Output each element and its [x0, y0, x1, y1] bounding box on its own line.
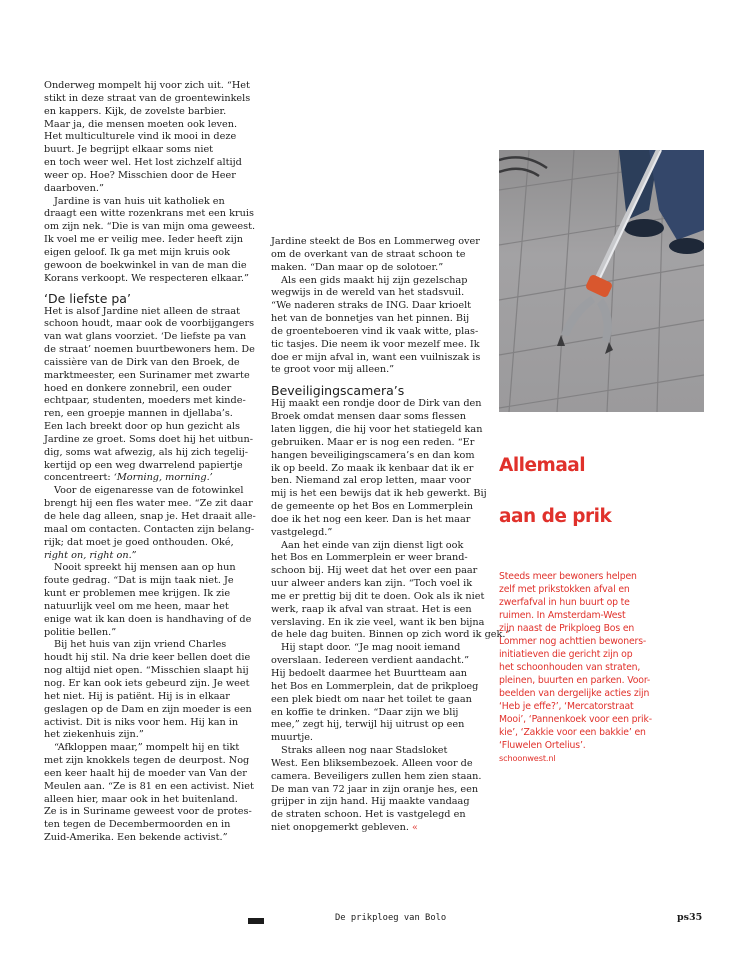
text-line: mee,” zegt hij, terwijl hij uitrust op een	[271, 719, 465, 731]
paragraph-straks	[271, 745, 493, 835]
text-line: zijn naast de Prikploeg Bos en	[499, 623, 635, 634]
text-line: schoon houdt, maar ook de voorbijgangers	[44, 318, 255, 330]
text-line: te groot voor mij alleen.”	[271, 364, 395, 376]
text-line: Steeds meer bewoners helpen	[499, 571, 637, 582]
text-line: Zuid-Amerika. Een bekende activist.”	[44, 832, 228, 844]
article-column-1	[44, 80, 266, 845]
sidebar-title	[499, 423, 709, 559]
sidebar-body	[499, 570, 709, 765]
text-line: de hele dag buiten. Binnen op zich word ik gek.”	[271, 629, 511, 641]
text-line: natuurlijk veel om me heen, maar het	[44, 600, 229, 612]
text-line: Het multiculturele vind ik mooi in deze	[44, 131, 237, 143]
text-line: zwerfafval in hun buurt op te	[499, 597, 630, 608]
text-line: ‘Heb je effe?’, ‘Mercatorstraat	[499, 701, 634, 712]
text-line: vastgelegd.”	[271, 526, 333, 538]
text-line: eigen geloof. Ik ga met mijn kruis ook	[44, 246, 230, 258]
text-line: maken. “Dan maar op de solotoer.”	[271, 261, 444, 273]
text-line: rijk; dat moet je goed onthouden. Oké,	[44, 536, 234, 548]
text-line: politie bellen.”	[44, 626, 117, 638]
text-line: en kappers. Kijk, de zovelste barbier.	[44, 105, 227, 117]
text-line: alleen hier, maar ook in het buitenland.	[44, 793, 238, 805]
text-line: Jardine ze groet. Soms doet hij het uitbun-	[44, 433, 254, 445]
text-line: initiatieven die gericht zijn op	[499, 649, 633, 660]
paragraph-stapt	[271, 642, 493, 745]
paragraph-camera	[271, 398, 493, 539]
text-line: Straks alleen nog naar Stadsloket	[281, 745, 448, 757]
text-line: right on, right on.”	[44, 549, 137, 561]
text-line: stikt in deze straat van de groentewinkels	[44, 92, 251, 104]
text-line: muurtje.	[271, 732, 314, 744]
text-line: het van de bonnetjes van het pinnen. Bij	[271, 313, 470, 325]
end-mark: «	[412, 822, 418, 834]
text-line: verslaving. En ik zie veel, want ik ben bijna	[271, 616, 485, 628]
text-line: om zijn nek. “Die is van mijn oma geweest.	[44, 221, 256, 233]
text-line: Mooi’, ‘Pannenkoek voor een prik-	[499, 714, 652, 725]
text-line: Jardine is van huis uit katholiek en	[54, 195, 225, 207]
text-line: buurt. Je begrijpt elkaar soms niet	[44, 144, 214, 156]
text-line: Ze is in Suriname geweest voor de protes-	[44, 806, 252, 818]
text-line: marktmeester, een Surinamer met zwarte	[44, 369, 250, 381]
text-line: draagt een witte rozenkrans met een kruis	[44, 208, 254, 220]
section-heading-beveiligingscameras: Beveiligingscamera’s	[271, 383, 405, 399]
text-line: Maar ja, die mensen moeten ook leven.	[44, 118, 238, 130]
paragraph-einde	[271, 539, 511, 643]
text-line: Nooit spreekt hij mensen aan op hun	[54, 562, 236, 574]
text-line: een plek biedt om naar het toilet te gaan	[271, 693, 472, 705]
sidebar-text	[499, 570, 709, 752]
text-line: camera. Beveiligers zullen hem zien staan.	[271, 770, 482, 782]
text-line: Hij bedoelt daarmee het Buurtteam aan	[271, 668, 468, 679]
text-line: gewoon de boekwinkel in van de man die	[44, 259, 247, 271]
text-line: me er prettig bij dit te doen. Ook als ik niet	[271, 590, 485, 602]
text-line: ‘Fluwelen Ortelius’.	[499, 740, 586, 751]
text-line: kie’, ‘Zakkie voor een bakkie’ en	[499, 727, 646, 738]
text-line: een keer haalt hij de moeder van Van der	[44, 767, 247, 779]
text-line: enige wat ik kan doen is handhaving of de	[44, 613, 252, 625]
text-line: van wat glans voorziet. ‘De liefste pa van	[44, 331, 247, 343]
text-line: en koffie te drinken. “Daar zijn we blij	[271, 706, 459, 718]
text-line: Jardine steekt de Bos en Lommerweg over	[271, 236, 480, 247]
text-line: nog altijd niet open. “Misschien slaapt hij	[44, 665, 249, 677]
paragraph-liefste-pa	[44, 306, 266, 486]
text-line: de hele dag alleen, snap je. Het draait alle-	[44, 511, 256, 522]
text-line: doe er mijn afval in, want een vuilniszak is	[271, 351, 481, 363]
text-line: ruimen. In Amsterdam-West	[499, 610, 626, 621]
text-line: zelf met prikstokken afval en	[499, 584, 630, 595]
text-line: kertijd op een weg dwarrelend papiertje	[44, 459, 243, 471]
text-line: “Afkloppen maar,” mompelt hij en tikt	[54, 742, 240, 754]
text-line: De man van 72 jaar in zijn oranje hes, een	[271, 783, 479, 795]
text-line: mij is het een bewijs dat ik heb gewerkt. Bij	[271, 488, 487, 500]
text-line: activist. Dit is niks voor hem. Hij kan in	[44, 716, 239, 728]
text-line: hoed en donkere zonnebril, een ouder	[44, 382, 232, 394]
sidebar-title-line-2: aan de prik	[499, 506, 612, 527]
sidebar-box	[499, 423, 709, 765]
text-line: nog. Er kan ook iets gebeurd zijn. Je weet	[44, 677, 250, 689]
text-line: de straat’ noemen buurtbewoners hem. De	[44, 344, 255, 356]
text-line: en toch weer wel. Het lost zichzelf altijd	[44, 157, 242, 169]
text-line: Het is alsof Jardine niet alleen de straat	[44, 305, 241, 317]
text-line: Een lach breekt door op hun gezicht als	[44, 421, 240, 433]
text-line: het ziekenhuis zijn.”	[44, 729, 144, 741]
text-line: ben. Niemand zal erop letten, maar voor	[271, 475, 471, 487]
text-line: dig, soms wat afwezig, als hij zich tegelij-	[44, 446, 249, 458]
paragraph-intro	[44, 80, 266, 196]
text-line: uur alweer anders kan zijn. “Toch voel ik	[271, 578, 473, 590]
text-line: ten tegen de Decembermoorden en in	[44, 819, 231, 831]
paragraph-bos	[271, 236, 493, 275]
sidebar-url: schoonwest.nl	[499, 753, 556, 763]
text-line: brengt hij een fles water mee. “Ze zit daar	[44, 498, 253, 510]
section-heading-liefste-pa: ‘De liefste pa’	[44, 290, 131, 306]
text-line: maal om contacten. Contacten zijn belang-	[44, 523, 255, 535]
text-line: concentreert: ‘Morning, morning.’	[44, 472, 213, 484]
text-line: overslaan. Iedereen verdient aandacht.”	[271, 655, 470, 667]
text-line: wegwijs in de wereld van het stadsvuil.	[271, 287, 465, 299]
paragraph-charles	[44, 639, 266, 742]
text-line: tic tasjes. Die neem ik voor mezelf mee. Ik	[271, 338, 480, 350]
text-line: niet onopgemerkt gebleven. «	[271, 822, 418, 834]
text-line: geslagen op de Dam en zijn moeder is een	[44, 703, 252, 715]
text-line: doe ik het nog een keer. Dan is het maar	[271, 513, 471, 525]
paragraph-fotowinkel	[44, 485, 266, 562]
text-line: Onderweg mompelt hij voor zich uit. “Het	[44, 80, 250, 91]
text-line: weer op. Hoe? Misschien door de Heer	[44, 169, 236, 181]
text-line: ik op beeld. Zo maak ik kenbaar dat ik er	[271, 462, 474, 474]
text-line: beelden van dergelijke acties zijn	[499, 688, 650, 699]
text-line: foute gedrag. “Dat is mijn taak niet. Je	[44, 575, 234, 587]
text-line: grijper in zijn hand. Hij maakte vandaag	[271, 796, 470, 808]
text-line: daarboven.”	[44, 182, 104, 194]
text-line: Als een gids maakt hij zijn gezelschap	[281, 274, 468, 286]
text-line: Broek omdat mensen daar soms flessen	[271, 411, 467, 423]
text-line: “We naderen straks de ING. Daar krioelt	[271, 300, 472, 312]
text-line: Korans verkoopt. We respecteren elkaar.”	[44, 272, 249, 284]
text-line: Hij maakt een rondje door de Dirk van den	[271, 398, 482, 410]
text-line: met zijn knokkels tegen de deurpost. Nog	[44, 755, 250, 767]
text-line: de groenteboeren vind ik vaak witte, plas-	[271, 325, 479, 337]
text-line: Voor de eigenaresse van de fotowinkel	[54, 485, 244, 497]
text-line: pleinen, buurten en parken. Voor-	[499, 675, 651, 686]
text-line: West. Een bliksembezoek. Alleen voor de	[271, 757, 473, 769]
paragraph-nooit	[44, 562, 266, 639]
paragraph-jardine	[44, 196, 266, 286]
footer-section-title: De prikploeg van Bolo	[335, 913, 447, 923]
text-line: kunt er problemen mee krijgen. Ik zie	[44, 588, 231, 600]
sidebar-title-line-1: Allemaal	[499, 455, 586, 476]
text-line: het niet. Hij is patiënt. Hij is in elkaar	[44, 690, 230, 702]
grabber-photo-illustration	[499, 150, 704, 412]
text-line: echtpaar, studenten, moeders met kinde-	[44, 395, 246, 407]
text-line: Lommer nog achttien bewoners-	[499, 636, 647, 647]
page-number: ps35	[677, 912, 703, 923]
paragraph-afkloppen	[44, 742, 266, 845]
text-line: ren, een groepje mannen in djellaba’s.	[44, 408, 233, 420]
text-line: om de overkant van de straat schoon te	[271, 248, 466, 260]
article-column-2	[271, 236, 511, 835]
paragraph-gids	[271, 275, 493, 378]
text-line: de gemeente op het Bos en Lommerplein	[271, 501, 474, 513]
text-line: Bij het huis van zijn vriend Charles	[54, 639, 227, 651]
text-line: Hij stapt door. “Je mag nooit iemand	[281, 642, 461, 654]
text-line: schoon bij. Hij weet dat het over een paar	[271, 565, 478, 577]
text-line: laten liggen, die hij voor het statiegeld kan	[271, 423, 483, 435]
text-line: hangen beveiligingscamera’s en dan kom	[271, 449, 475, 461]
text-line: de straten schoon. Het is vastgelegd en	[271, 809, 466, 821]
text-line: caissière van de Dirk van den Broek, de	[44, 356, 240, 368]
text-line: het Bos en Lommerplein, dat de prikploeg	[271, 680, 479, 692]
text-line: houdt hij stil. Na drie keer bellen doet die	[44, 652, 251, 664]
text-line: werk, raap ik afval van straat. Het is een	[271, 603, 472, 615]
text-line: Meulen aan. “Ze is 81 en een activist. Niet	[44, 780, 254, 792]
text-line: het schoonhouden van straten,	[499, 662, 641, 673]
text-line: Ik voel me er veilig mee. Ieder heeft zijn	[44, 234, 243, 246]
text-line: gebruiken. Maar er is nog een reden. “Er	[271, 436, 475, 448]
text-line: Aan het einde van zijn dienst ligt ook	[281, 539, 464, 551]
text-line: het Bos en Lommerplein er weer brand-	[271, 552, 468, 564]
footer-mark-bar	[248, 918, 264, 924]
grabber-photo	[499, 150, 704, 412]
